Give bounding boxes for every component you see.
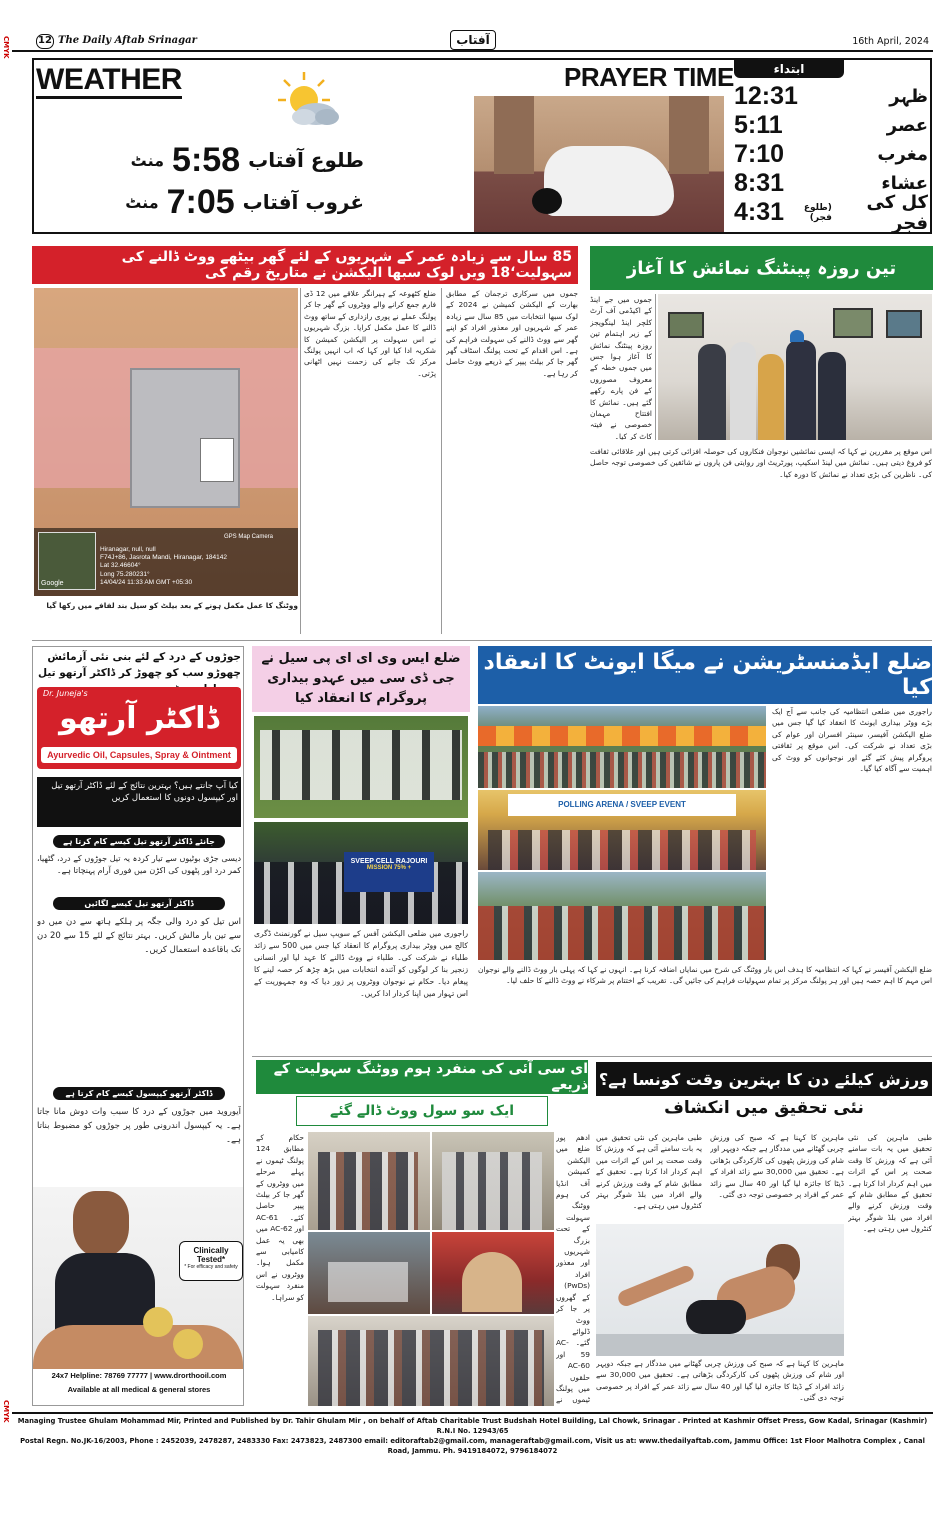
sveep-banner: SVEEP CELL RAJOURI MISSION 75% + [344,852,434,892]
story4-headline: ضلع ایڈمنسٹریشن نے میگا ایونٹ کا انعقاد کیا [478,646,932,704]
ad-availability: Available at all medical & general stores [67,1385,211,1394]
story6-column-3: طبی ماہرین کی نئی تحقیق میں یہ بات سامنے آئی ہے کہ ورزش کا وقت صحت پر اس کے اثرات میں اہم کردار ادا کرتا ہے۔ تحقیق کے مطابق شام کے وقت ورزش کرنے والے افراد میں بلڈ شوگر بہتر کنٹرول میں رہتی ہے۔ [848,1133,932,1234]
story6-photo [596,1224,844,1356]
story5-photo-1 [308,1132,430,1230]
story5-photo-3 [308,1232,430,1314]
story5-column-right: ادھم پور ضلع میں الیکشن کمیشن آف انڈیا کی ہوم ووٹنگ سہولت کے تحت بزرگ شہریوں اور معذور افراد (PwDs) کے گھروں پر جا کر ووٹ ڈلوائے گئے۔ AC-59 اور AC-60 حلقوں میں پولنگ ٹیموں نے [556,1133,590,1405]
story5-headline-block [256,1060,588,1130]
story1-column-1: جموں میں سرکاری ترجمان کے مطابق بھارت کے الیکشن کمیشن نے 2024 کے لوک سبھا انتخابات میں 85 سال سے زیادہ عمر کے شہریوں اور معذور افراد کو اپنے گھر سے ووٹ ڈالنے کی سہولت فراہم کی ہے۔ اس اقدام کے تحت پولنگ اسٹاف گھر گھر جا کر بیلٹ پیپر کے ذریعے ووٹ حاصل کر رہا ہے۔ [446,289,578,378]
story5-photo-2 [432,1132,554,1230]
clinically-tested-badge: Clinically Tested* * For efficacy and safety [179,1241,243,1281]
prayer-row: 5:11 عصر [734,111,928,139]
paper-name: The Daily Aftab Srinagar [58,35,197,46]
page-number: 12 [36,34,54,49]
weather-title: WEATHER [36,64,182,99]
story6-headline-block [596,1060,932,1130]
sunrise-row [114,140,364,180]
ad-box-text: کیا آپ جانتے ہیں؟ بہترین نتائج کے لئے ڈاکٹر آرتھو تیل اور کیپسول دونوں کا استعمال کریں [37,777,241,827]
sunset-unit: منٹ [125,192,159,212]
issue-date: 16th April, 2024 [852,36,929,47]
story3-headline: ضلع ایس وی ای ای پی سیل نے جی ڈی سی میں عہدو بیداری پروگرام کا انعقاد کیا [252,646,470,712]
page-header [12,34,933,52]
ad-section2-title: ڈاکٹر آرتھو تیل کیسے لگائیں [53,897,225,910]
ad-model-photo [33,1187,243,1369]
ad-top-text: جوڑوں کے درد کے لئے بنی نئی آزمائش چھوڑو سب کو چھوڑ کر ڈاکٹر آرتھو تیل [37,651,241,679]
story6-column-4: ماہرین کا کہنا ہے کہ صبح کی ورزش چربی گھٹانے میں مددگار ہے جبکہ دوپہر اور شام کی ورزش پٹھوں کی کارکردگی بڑھاتی ہے۔ تحقیق میں 30,000 سے زائد افراد کے ڈیٹا کا جائزہ لیا گیا اور 40 سال سے زائد عمر کے افراد پر خصوصی توجہ دی گئی۔ [596,1359,844,1403]
ad-section2-text: اس تیل کو درد والی جگہ پر ہلکے ہاتھ سے دن میں دو سے تین بار مالش کریں۔ بہتر نتائج کے لئے 15 سے 20 دن تک باقاعدہ استعمال کریں۔ [37,917,241,955]
cmyk-mark-top: CMYK [2,36,10,59]
stage-banner: POLLING ARENA / SVEEP EVENT [508,794,736,816]
story5-headline-line2: ایک سو سول ووٹ ڈالے گئے [296,1096,548,1126]
masthead-logo: آفتاب [450,30,496,50]
prayer-row: 4:31 کل کی فجر (طلوع فجر) [734,191,928,234]
story5-headline-line1: ای سی آئی کی منفرد ہوم ووٹنگ سہولیت کے ذریعے [256,1060,588,1094]
story5-photo-5 [308,1316,554,1406]
story5-photo-4 [432,1232,554,1314]
gps-app-label: GPS Map Camera [224,534,274,540]
prayer-row: 12:31 ظہر [734,82,928,110]
story1-photo [34,288,298,596]
story6-headline-line2: نئی تحقیق میں انکشاف [664,1098,864,1118]
sunset-time: 7:05 [166,182,235,221]
prayer-title: PRAYER TIME [564,62,734,92]
partly-cloudy-icon [274,70,344,130]
cmyk-mark-bottom: CMYK [2,1400,10,1423]
story2-photo [658,294,932,440]
prayer-row: 7:10 مغرب [734,140,928,168]
story4-photo-3 [478,872,766,960]
story3-body: راجوری میں ضلعی الیکشن آفس کے سویپ سیل نے گورنمنٹ ڈگری کالج میں ووٹر بیداری پروگرام کا انعقاد کیا جس میں 500 سے زائد طلباء نے شرکت کی۔ طلباء نے ووٹ ڈالنے کا عہد لیا اور انسانی زنجیر بنا کر لوگوں کو آئندہ انتخابات میں بڑھ چڑھ کر حصہ لینے کا پیغام دیا۔ حکام نے نوجوان ووٹروں پر زور دیا کہ وہ جمہوریت کے اس تہوار میں اپنا کردار ادا کریں۔ [254,929,468,998]
story6-headline-line1: ورزش کیلئے دن کا بہترین وقت کونسا ہے؟ [596,1062,932,1096]
story5-column-left: حکام کے مطابق 124 پولنگ ٹیموں نے پہلے مرحلے میں ووٹروں کے گھر جا کر بیلٹ پیپر حاصل کئے۔ AC-61 اور AC-62 میں بھی یہ عمل کامیابی سے مکمل ہوا۔ ووٹروں نے اس منفرد سہولت کو سراہا۔ [256,1133,304,1302]
story1-column-2: ضلع کٹھوعہ کے ہیرانگر علاقے میں 12 ڈی فارم جمع کرانے والے ووٹروں کے گھر جا کر پولنگ عملے نے پوری رازداری کے ساتھ ووٹ ڈالنے کا عمل مکمل کرایا۔ بزرگ شہریوں نے اس سہولت پر الیکشن کمیشن کا شکریہ ادا کیا اور کہا کہ اب انہیں پولنگ مرکز تک جانے کی زحمت نہیں اٹھانی پڑتی۔ [304,289,436,378]
sunrise-unit: منٹ [130,150,165,170]
ad-helpline: 24x7 Helpline: 78769 77777 | www.drorthooil.com [51,1371,227,1380]
sunset-label: غروب آفتاب [242,190,364,214]
sunrise-time: 5:58 [172,140,241,179]
story1-caption: ووٹنگ کا عمل مکمل ہونے کے بعد بیلٹ کو سیل بند لفافے میں رکھا گیا [46,601,298,610]
weather-prayer-box [32,58,932,234]
ad-section1-text: دیسی جڑی بوٹیوں سے تیار کردہ یہ تیل جوڑوں کے درد، گٹھیا، کمر درد اور پٹھوں کی اکڑن میں فوری آرام پہنچاتا ہے۔ [37,854,241,875]
ad-brand: ڈاکٹر آرتھو [59,701,219,736]
ad-section3-title: ڈاکٹر آرتھو کیپسول کیسے کام کرتا ہے [53,1087,225,1100]
story3-photo-bottom [254,822,468,924]
story4-photo-1 [478,706,766,788]
story4-column-side: راجوری میں ضلعی انتظامیہ کی جانب سے آج ایک بڑے ووٹر بیداری ایونٹ کا انعقاد کیا گیا جس میں ضلع الیکشن آفیسر، سینئر افسران اور عوام کی بڑی تعداد نے شرکت کی۔ اس موقع پر ثقافتی پروگرام پیش کئے گئے اور نوجوانوں کو ووٹ کی اہمیت سے آگاہ کیا گیا۔ [772,707,932,774]
prayer-photo [474,96,724,232]
ad-section1-title: جانئے ڈاکٹر آرتھو تیل کیسے کام کرتا ہے [53,835,225,848]
story2-column-side: جموں میں جے اینڈ کے اکیڈمی آف آرٹ کلچر اینڈ لینگویجز کے زیر اہتمام تین روزہ پینٹنگ نمائش کا آغاز ہوا جس میں جموں خطہ کے معروف مصوروں کے فن پارے رکھے گئے ہیں۔ نمائش کا افتتاح مہمان خصوصی نے فیتہ کاٹ کر کیا۔ [590,295,652,440]
ad-brand-block [37,687,241,769]
gps-map-thumbnail: Google [38,532,96,590]
ad-section3-text: آیوروید میں جوڑوں کے درد کا سبب وات دوش مانا جاتا ہے۔ یہ کیپسول اندرونی طور پر جوڑوں کو مضبوط بناتا ہے۔ [37,1107,241,1145]
prayer-badge: ابتداء [734,60,844,78]
gps-stamp: Hiranagar, null, null F74J+86, Jasrota Mandi, Hiranagar, 184142 Lat 32.46604° Long 75.280231° 14/04/24 11:33 AM GMT +05:30 [100,546,228,586]
story6-column-1: طبی ماہرین کی نئی تحقیق میں یہ بات سامنے آئی ہے کہ ورزش کا وقت صحت پر اس کے اثرات میں اہم کردار ادا کرتا ہے۔ تحقیق کے مطابق شام کے وقت ورزش کرنے والے افراد میں بلڈ شوگر بہتر کنٹرول میں رہتی ہے۔ [596,1133,702,1211]
sunrise-label: طلوع آفتاب [248,148,364,172]
ad-product-line: Ayurvedic Oil, Capsules, Spray & Ointment [41,747,237,763]
dr-ortho-advert [32,646,244,1406]
ad-brand-small: Dr. Juneja's [43,689,88,698]
story4-column-bottom: ضلع الیکشن آفیسر نے کہا کہ انتظامیہ کا ہدف اس بار ووٹنگ کی شرح میں نمایاں اضافہ کرنا ہے۔ انہوں نے کہا کہ پہلی بار ووٹ ڈالنے والے نوجوان اس مہم کا اہم حصہ ہیں اور ہر پولنگ مرکز پر تمام سہولیات فراہم کی جائیں گی۔ تقریب کے اختتام پر شرکاء نے ووٹ ڈالنے کا حلف لیا۔ [478,965,932,986]
story6-column-2: ماہرین کا کہنا ہے کہ صبح کی ورزش چربی گھٹانے میں مددگار ہے جبکہ دوپہر اور شام کی ورزش پٹھوں کی کارکردگی بڑھاتی ہے۔ تحقیق میں 30,000 سے زائد افراد کے ڈیٹا کا جائزہ لیا گیا اور 40 سال سے زائد عمر کے افراد پر خصوصی توجہ دی گئی۔ [710,1133,844,1200]
story3-photo-top [254,716,468,818]
story1-headline: 85 سال سے زیادہ عمر کے شہریوں کے لئے گھر بیٹھے ووٹ ڈالنے کی سہولیت‘18 ویں لوک سبھا الیکشن نے متاریخ رقم کی [32,246,578,284]
prayer-row: 8:31 عشاء [734,169,928,197]
story2-column-main: اس موقع پر مقررین نے کہا کہ ایسی نمائشیں نوجوان فنکاروں کی حوصلہ افزائی کرتی ہیں اور علاقائی ثقافت کو فروغ دیتی ہیں۔ نمائش میں لینڈ اسکیپ، پورٹریٹ اور روایتی فن پاروں نے شائقین کی خصوصی توجہ حاصل کی۔ ناظرین کی بڑی تعداد نے نمائش کا دورہ کیا۔ [590,447,932,479]
story2-headline: تین روزہ پینٹنگ نمائش کا آغاز [590,246,933,290]
story4-photo-2 [478,790,766,870]
prayer-table [734,82,928,234]
sunset-row [114,182,364,222]
footer-imprint: Managing Trustee Ghulam Mohammad Mir, Printed and Published by Dr. Tahir Ghulam Mir , on behalf of Aftab Charitable Trust Budshah Hotel Building, Lal Chowk, Srinagar . Printed at Kashmir Offset Press, Gow Kadal, Srinagar (Kashmir) R.N.I No. 12943/65 Postal Regn. No.JK-16/2003, Phone : 2452039, 2478287, 2483330 Fax: 2473823, 2487300 email: editoraftab2@gmail.com, manageraftab@gmail.com, Visit us at: www.thedailyaftab.com, Jammu Office: 1st Floor Malhotra Complex , Canal Road, Jammu. Ph. 9419184072, 9796184072 [17,1417,928,1455]
